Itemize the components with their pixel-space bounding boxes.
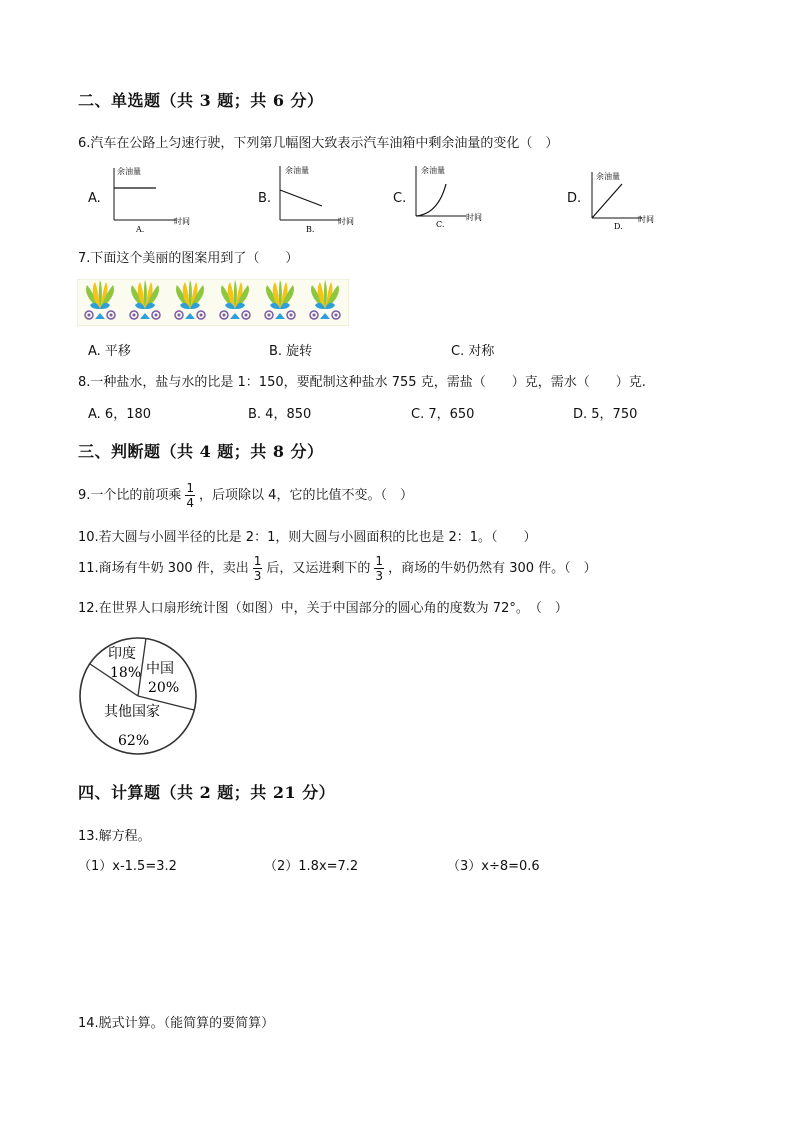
- q12-pie-figure: [78, 636, 200, 758]
- graph-d-xlabel: 时间: [638, 215, 654, 224]
- question-8: 8.一种盐水，盐与水的比是 1：150，要配制这种盐水 755 克，需盐（ ）克，需水（ ）克.: [78, 375, 646, 390]
- q11-text-pre: 11.商场有牛奶 300 件，卖出: [78, 561, 249, 576]
- graph-a-ylabel: 余油量: [117, 167, 141, 176]
- q7-option-b[interactable]: B. 旋转: [269, 344, 313, 359]
- q6-graph-c: [410, 160, 510, 232]
- question-11: [78, 555, 597, 582]
- q8-option-c[interactable]: C. 7，650: [411, 407, 475, 422]
- q11-frac1-num: 1: [253, 554, 262, 568]
- graph-b-caption: B.: [306, 225, 315, 232]
- graph-d-caption: D.: [614, 222, 623, 231]
- question-10: 10.若大圆与小圆半径的比是 2：1，则大圆与小圆面积的比也是 2：1。（ ）: [78, 530, 537, 545]
- q9-frac-den: 4: [186, 496, 195, 510]
- q9-fraction: [185, 482, 195, 509]
- q7-option-a[interactable]: A. 平移: [88, 344, 131, 359]
- q8-option-b[interactable]: B. 4，850: [248, 407, 312, 422]
- q13-item-1: （1）x-1.5=3.2: [78, 859, 177, 874]
- graph-d-line: [592, 184, 622, 218]
- q13-item-2: （2）1.8x=7.2: [264, 859, 359, 874]
- q7-pattern-image: [77, 279, 349, 326]
- graph-b-xlabel: 时间: [338, 217, 354, 226]
- pie-value-china: 20%: [148, 680, 180, 696]
- q11-fraction-2: [374, 555, 384, 582]
- graph-c-curve: [416, 184, 446, 216]
- section-2-heading: 二、单选题（共 3 题；共 6 分）: [78, 91, 324, 110]
- q6-graph-b: [274, 160, 374, 232]
- q9-frac-num: 1: [186, 481, 195, 495]
- q6-option-a-label[interactable]: A.: [88, 191, 101, 206]
- q11-fraction-1: [253, 555, 263, 582]
- q6-option-c-label[interactable]: C.: [393, 191, 407, 206]
- q9-text-post: ，后项除以 4，它的比值不变。（ ）: [199, 488, 413, 503]
- q6-graph-d: [586, 168, 686, 232]
- q11-frac2-den: 3: [375, 569, 384, 583]
- q11-frac2-num: 1: [375, 554, 384, 568]
- pie-label-india: 印度: [108, 646, 136, 662]
- graph-c-caption: C.: [436, 220, 445, 229]
- question-12: 12.在世界人口扇形统计图（如图）中，关于中国部分的圆心角的度数为 72°。 （ ）: [78, 601, 568, 616]
- pie-label-china: 中国: [146, 661, 174, 677]
- pie-value-other: 62%: [118, 733, 150, 749]
- q6-option-b-label[interactable]: B.: [258, 191, 272, 206]
- q6-option-d-label[interactable]: D.: [567, 191, 582, 206]
- graph-b-ylabel: 余油量: [285, 166, 309, 175]
- question-9: [78, 482, 413, 509]
- q8-option-d[interactable]: D. 5，750: [573, 407, 638, 422]
- pie-label-other: 其他国家: [104, 704, 160, 720]
- graph-c-ylabel: 余油量: [421, 166, 445, 175]
- q13-item-3: （3）x÷8=0.6: [447, 859, 540, 874]
- graph-a-xlabel: 时间: [174, 217, 190, 226]
- section-3-heading: 三、判断题（共 4 题；共 8 分）: [78, 442, 324, 461]
- question-13: 13.解方程。: [78, 829, 151, 844]
- section-4-heading: 四、计算题（共 2 题；共 21 分）: [78, 783, 336, 802]
- graph-c-xlabel: 时间: [466, 213, 482, 222]
- graph-b-line: [280, 190, 322, 206]
- question-14: 14.脱式计算。（能简算的要简算）: [78, 1016, 275, 1031]
- q7-option-c[interactable]: C. 对称: [451, 344, 495, 359]
- graph-a-caption: A.: [136, 225, 145, 234]
- question-6: 6.汽车在公路上匀速行驶，下列第几幅图大致表示汽车油箱中剩余油量的变化（ ）: [78, 136, 559, 151]
- q11-frac1-den: 3: [253, 569, 262, 583]
- q9-text-pre: 9.一个比的前项乘: [78, 488, 182, 503]
- q11-text-mid: 后，又运进剩下的: [266, 561, 371, 576]
- pie-value-india: 18%: [110, 665, 142, 681]
- q8-option-a[interactable]: A. 6，180: [88, 407, 152, 422]
- q11-text-post: ，商场的牛奶仍然有 300 件。（ ）: [388, 561, 597, 576]
- q6-graph-a: [108, 162, 208, 234]
- graph-d-ylabel: 余油量: [596, 172, 620, 181]
- question-7: 7.下面这个美丽的图案用到了（ ）: [78, 251, 299, 266]
